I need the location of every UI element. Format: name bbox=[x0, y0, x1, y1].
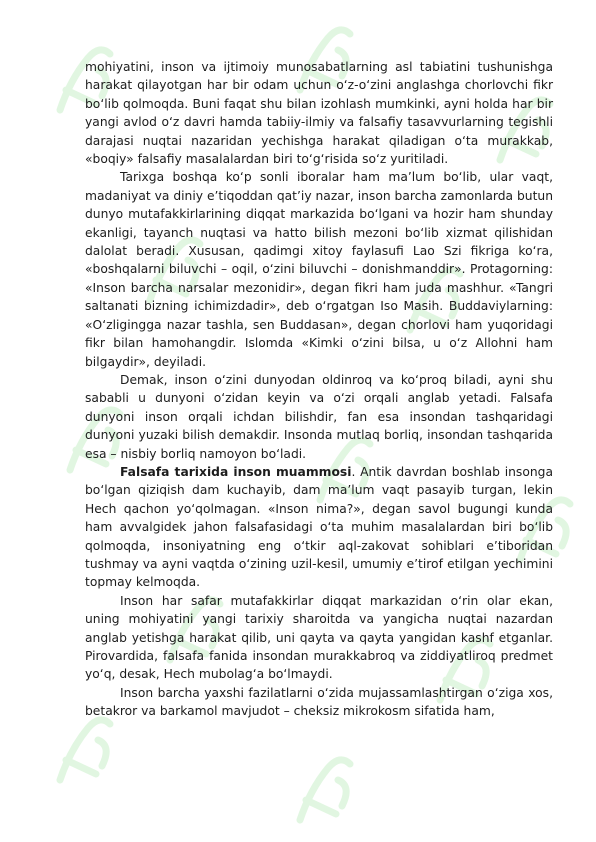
body-text bbox=[85, 58, 553, 721]
paragraph-3: Demak, inson o‘zini dunyodan oldinroq va ko‘proq biladi, ayni shu sababli u dunyoni o‘zidan keyin va o‘zi orqali anglab yetadi. Falsafa dunyoni inson orqali ichdan bilishdir, fan esa insondan tashqaridagi dunyoni yuzaki bilish demakdir. Insonda mutlaq borliq, insondan tashqarida esa – nisbiy borliq namoyon bo‘ladi. bbox=[85, 372, 553, 461]
paragraph-2: Tarixga boshqa ko‘p sonli iboralar ham ma’lum bo‘lib, ular vaqt, madaniyat va diniy e’tiqoddan qat’iy nazar, inson barcha zamonlarda butun dunyo mutafakkirlarining diqqat markazida bo‘lgani va hozir ham shunday ekanligi, tayanch nuqtasi va hatto bilish mezoni bo‘lib xizmat qilishidan dalolat beradi. Xususan, qadimgi xitoy faylasufi Lao Szi fikriga ko‘ra, «boshqalarni biluvchi – oqil, o‘zini biluvchi – donishmanddir». Protagorning: «Inson barcha narsalar mezonidir», degan fikri ham juda mashhur. «Tangri saltanati bizning ichimizdadir», deb o‘rgatgan Iso Masih. Buddaviylarning: «O‘zligingga nazar tashla, sen Buddasan», degan chorlovi ham yuqoridagi fikr bilan hamohangdir. Islomda «Kimki o‘zini bilsa, u o‘z Allohni ham bilgaydir», deyiladi. bbox=[85, 170, 554, 369]
paragraph-4-body: . Antik davrdan boshlab insonga bo‘lgan qiziqish dam kuchayib, dam ma’lum vaqt pasayib turgan, lekin Hech qachon yo‘qolmagan. «Inson nima?», degan savol bugungi kunda ham avvalgidek jahon falsafasidagi o‘ta muhim masalalardan biri bo‘lib qolmoqda, insoniyatning eng o‘tkir aql-zakovat sohiblari e’tiboridan tushmay va ayni vaqtda o‘zining uzil-kesil, umumiy e’tirof etilgan yechimini topmay kelmoqda. bbox=[85, 464, 553, 590]
watermark-stroke bbox=[60, 720, 110, 780]
paragraph-1: mohiyatini, inson va ijtimoiy munosabatlarning asl tabiatini tushunishga harakat qilayotgan har bir odam uchun o‘z-o‘zini anglashga chorlovchi fikr bo‘lib qolmoqda. Buni faqat shu bilan izohlash mumkinki, ayni holda har bir yangi avlod o‘z davri hamda tabiiy-ilmiy va falsafiy tasavvurlarning tegishli darajasi nuqtai nazaridan yechishga harakat qiladigan o‘ta murakkab, «boqiy» falsafiy masalalardan biri to‘g‘risida so‘z yuritiladi. bbox=[85, 60, 553, 167]
paragraph-6: Inson barcha yaxshi fazilatlarni o‘zida mujassamlashtirgan o‘ziga xos, betakror va barkamol mavjudot – cheksiz mikrokosm sifatida ham, bbox=[85, 685, 553, 719]
section-heading: Falsafa tarixida inson muammosi bbox=[120, 464, 352, 479]
paragraph-4 bbox=[85, 463, 553, 592]
paragraph-5: Inson har safar mutafakkirlar diqqat markazidan o‘rin olar ekan, uning mohiyatini yangi tarixiy sharoitda va yangicha nuqtai nazardan anglab yetishga harakat qilib, uni qayta va qayta yangidan kashf etganlar. Pirovardida, falsafa fanida insondan murakkabroq va ziddiyatliroq predmet yo‘q, desak, Hech mubolag‘a bo‘lmaydi. bbox=[85, 593, 553, 682]
watermark-stroke bbox=[300, 760, 350, 820]
